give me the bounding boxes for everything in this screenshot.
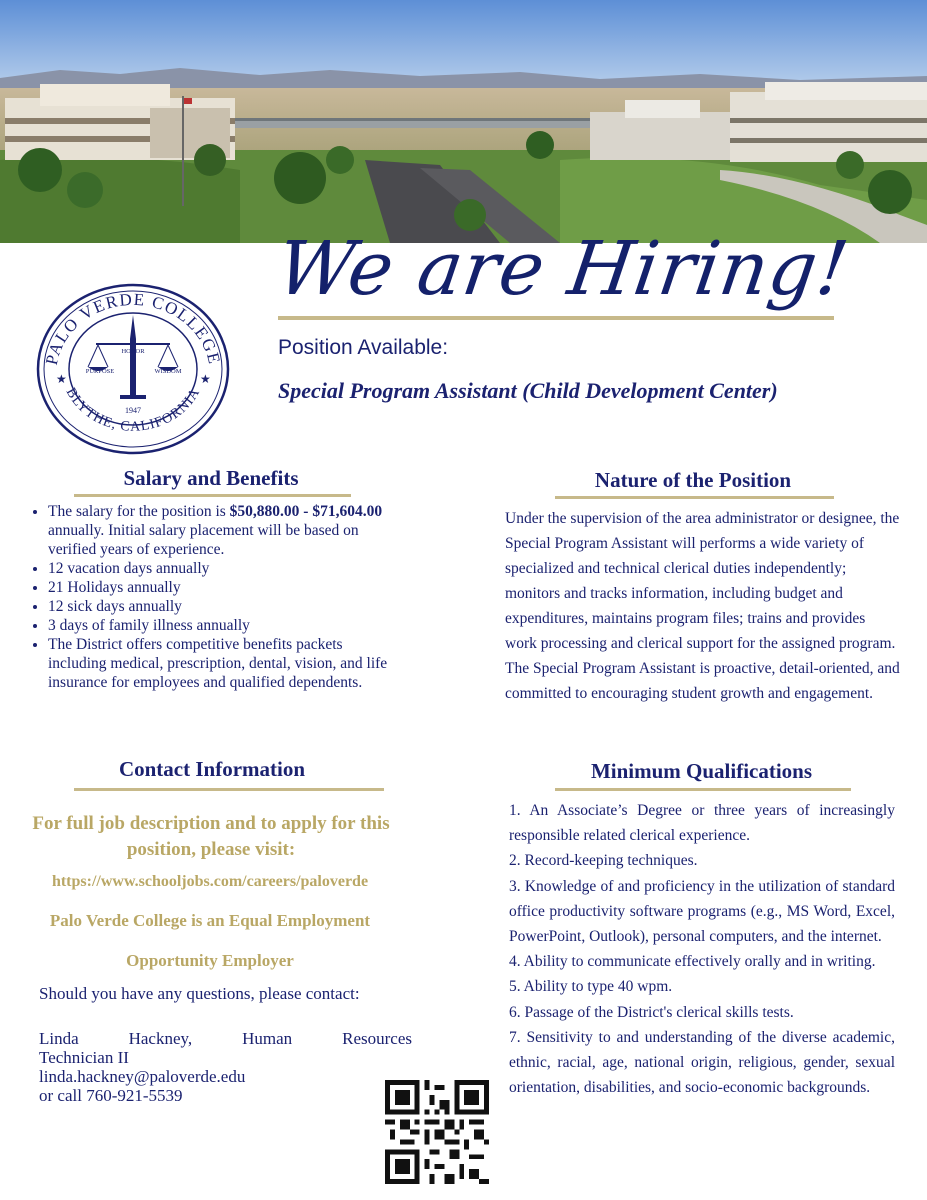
benefits-list <box>30 502 398 692</box>
contact-email[interactable]: linda.hackney@paloverde.edu <box>39 1067 246 1086</box>
nature-description: Under the supervision of the area administrator or designee, the Special Program Assistant will performs a wide variety of specialized and technical clerical duties independently; monitors and tracks information, including budget and expenditures, maintains program files; trains and provides work processing and clerical support for the assigned program. The Special Program Assistant is proactive, detail-oriented, and committed to encouraging student growth and engagement. <box>505 510 900 702</box>
contact-phone: or call 760-921-5539 <box>39 1086 183 1105</box>
svg-text:★: ★ <box>56 372 67 386</box>
qualification-item: 5. Ability to type 40 wpm. <box>509 978 673 996</box>
nature-heading: Nature of the Position <box>594 468 792 492</box>
position-title: Special Program Assistant (Child Development Center) <box>278 378 778 403</box>
seal-location: BLYTHE, CALIFORNIA <box>62 385 204 435</box>
campus-hero-image <box>0 0 927 243</box>
benefit-item: • 21 Holidays annually <box>48 578 398 597</box>
contact-name: Linda Hackney, Human Resources <box>39 1029 412 1048</box>
apply-link[interactable]: https://www.schooljobs.com/careers/paloverde <box>51 873 369 890</box>
seal-year: 1947 <box>125 406 141 415</box>
qualification-item: 6. Passage of the District's clerical skills tests. <box>509 1003 794 1021</box>
questions-text: Should you have any questions, please contact: <box>39 984 360 1003</box>
contact-details <box>39 984 412 1105</box>
qualification-item: 4. Ability to communicate effectively orally and in writing. <box>509 953 876 971</box>
seal-wisdom: WISDOM <box>154 368 182 375</box>
headline-divider <box>278 316 834 320</box>
qualifications-heading: Minimum Qualifications <box>590 759 813 783</box>
contact-title: Technician II <box>39 1048 129 1067</box>
apply-instructions: For full job description and to apply for this position, please visit: <box>32 813 390 860</box>
contact-divider <box>74 788 384 791</box>
position-label: Position Available: <box>278 336 449 359</box>
qr-code[interactable] <box>385 1080 489 1184</box>
contact-heading: Contact Information <box>118 757 306 781</box>
qualifications-divider <box>555 788 851 791</box>
qualification-item: 7. Sensitivity to and understanding of the diverse academic, ethnic, racial, age, national origin, religious, gender, sexual orientation, disabilities, and socio-economic backgrounds. <box>509 1028 895 1097</box>
seal-purpose: PURPOSE <box>85 368 115 375</box>
qualification-item: 1. An Associate’s Degree or three years of increasingly responsible related clerical experience. <box>509 802 895 845</box>
benefit-item-salary: • The salary for the position is $50,880.00 - $71,604.00 annually. Initial salary placement will be based on verified years of experience. <box>48 502 398 559</box>
eeo-statement-line2: Opportunity Employer <box>126 951 294 970</box>
benefit-item: • 12 sick days annually <box>48 597 398 616</box>
salary-heading: Salary and Benefits <box>123 466 299 490</box>
benefit-item: • The District offers competitive benefits packets including medical, prescription, dental, vision, and life insurance for employees and qualified dependents. <box>48 635 398 692</box>
qualification-item: 2. Record-keeping techniques. <box>509 852 698 870</box>
qualifications-list <box>509 798 895 1100</box>
salary-divider <box>74 494 351 497</box>
eeo-statement-line1: Palo Verde College is an Equal Employment <box>49 911 371 930</box>
benefit-item: • 12 vacation days annually <box>48 559 398 578</box>
benefit-item: • 3 days of family illness annually <box>48 616 398 635</box>
seal-college-name: PALO VERDE COLLEGE <box>41 289 225 367</box>
qualification-item: 3. Knowledge of and proficiency in the utilization of standard office productivity software programs (e.g., MS Word, Excel, PowerPoint, Outlook), personal computers, and the internet. <box>509 877 895 946</box>
svg-text:★: ★ <box>200 372 211 386</box>
hiring-headline: We are Hiring! <box>271 226 855 312</box>
college-seal-logo <box>36 283 230 455</box>
seal-honor: HONOR <box>121 348 145 355</box>
nature-divider <box>555 496 834 499</box>
